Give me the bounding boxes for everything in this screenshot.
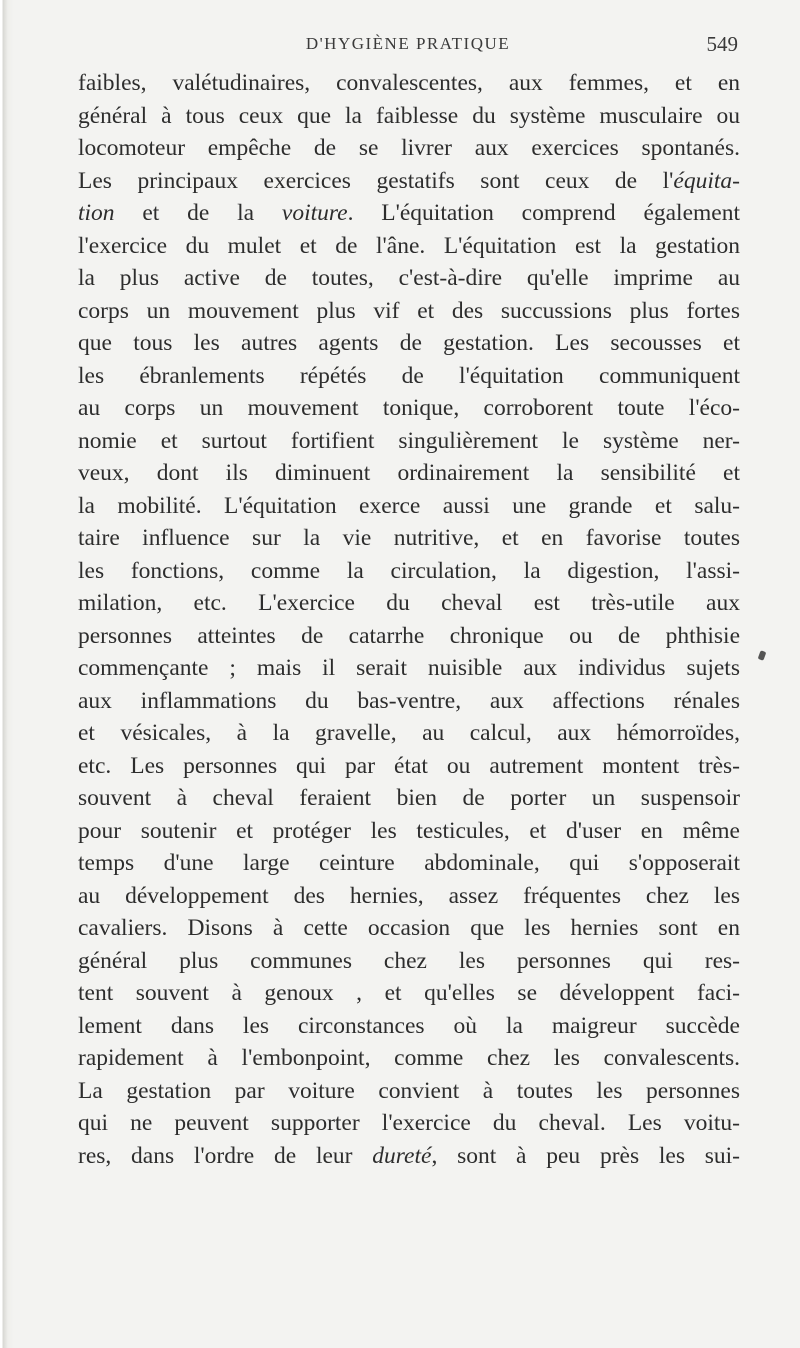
text-line: qui ne peuvent supporter l'exercice du cheval. Les voitu-: [78, 1110, 740, 1136]
text-line: pour soutenir et protéger les testicules, et d'user en même: [78, 817, 740, 844]
text-line: La gestation par voiture convient à toutes les personnes: [78, 1077, 740, 1104]
text-line: etc. Les personnes qui par état ou autrement montent très-: [78, 752, 740, 779]
text-line: les ébranlements répétés de l'équitation communiquent: [78, 362, 740, 389]
text-line: tent souvent à genoux , et qu'elles se développent faci-: [78, 980, 740, 1006]
text-line: la plus active de toutes, c'est-à-dire qu'elle imprime au: [78, 265, 740, 291]
text-line: au corps un mouvement tonique, corroborent toute l'éco-: [78, 395, 740, 421]
text-line: tion et de la voiture. L'équitation comprend également: [78, 200, 740, 226]
text-line: taire influence sur la vie nutritive, et en favorise toutes: [78, 525, 740, 551]
text-line: que tous les autres agents de gestation. Les secousses et: [78, 330, 740, 356]
text-line: aux inflammations du bas-ventre, aux affections rénales: [78, 687, 740, 714]
italic-term: tion: [78, 200, 115, 226]
text-line: souvent à cheval feraient bien de porter un suspensoir: [78, 785, 740, 811]
italic-term: équita-: [673, 167, 740, 194]
text-line: cavaliers. Disons à cette occasion que les hernies sont en: [78, 915, 740, 941]
italic-term: dureté: [372, 1142, 432, 1169]
text-line: personnes atteintes de catarrhe chronique ou de phthisie: [78, 622, 740, 649]
text-line: lement dans les circonstances où la maigreur succède: [78, 1012, 740, 1039]
text-line: rapidement à l'embonpoint, comme chez les convalescents.: [78, 1045, 740, 1071]
ink-speck-mark: [758, 650, 767, 661]
body-paragraph: [78, 67, 740, 1172]
text-line: au développement des hernies, assez fréquentes chez les: [78, 882, 740, 909]
text-line: la mobilité. L'équitation exerce aussi une grande et salu-: [78, 492, 740, 519]
text-line: commençante ; mais il serait nuisible aux individus sujets: [78, 655, 740, 681]
running-head: D'HYGIÈNE PRATIQUE: [305, 34, 511, 53]
text-line: faibles, valétudinaires, convalescentes, aux femmes, et en: [78, 70, 740, 96]
italic-term: voiture: [281, 200, 348, 226]
text-line: res, dans l'ordre de leur dureté, sont à peu près les sui-: [78, 1142, 740, 1169]
text-line: nomie et surtout fortifient singulièrement le système ner-: [78, 427, 740, 454]
text-line: corps un mouvement plus vif et des succussions plus fortes: [78, 297, 740, 324]
text-line: et vésicales, à la gravelle, au calcul, aux hémorroïdes,: [78, 720, 740, 746]
text-line: général à tous ceux que la faiblesse du système musculaire ou: [78, 102, 740, 129]
text-line: Les principaux exercices gestatifs sont ceux de l'équita-: [78, 167, 740, 194]
page-number: 549: [706, 32, 738, 56]
text-line: l'exercice du mulet et de l'âne. L'équitation est la gestation: [78, 232, 740, 259]
text-line: locomoteur empêche de se livrer aux exercices spontanés.: [78, 135, 740, 161]
text-line: général plus communes chez les personnes qui res-: [78, 947, 740, 974]
text-line: veux, dont ils diminuent ordinairement la sensibilité et: [78, 460, 740, 486]
page-header: [78, 30, 738, 60]
text-line: milation, etc. L'exercice du cheval est très-utile aux: [78, 590, 740, 616]
page-gutter-edge: [0, 0, 14, 1348]
text-line: les fonctions, comme la circulation, la digestion, l'assi-: [78, 557, 740, 584]
text-line: temps d'une large ceinture abdominale, qui s'opposerait: [78, 850, 740, 876]
